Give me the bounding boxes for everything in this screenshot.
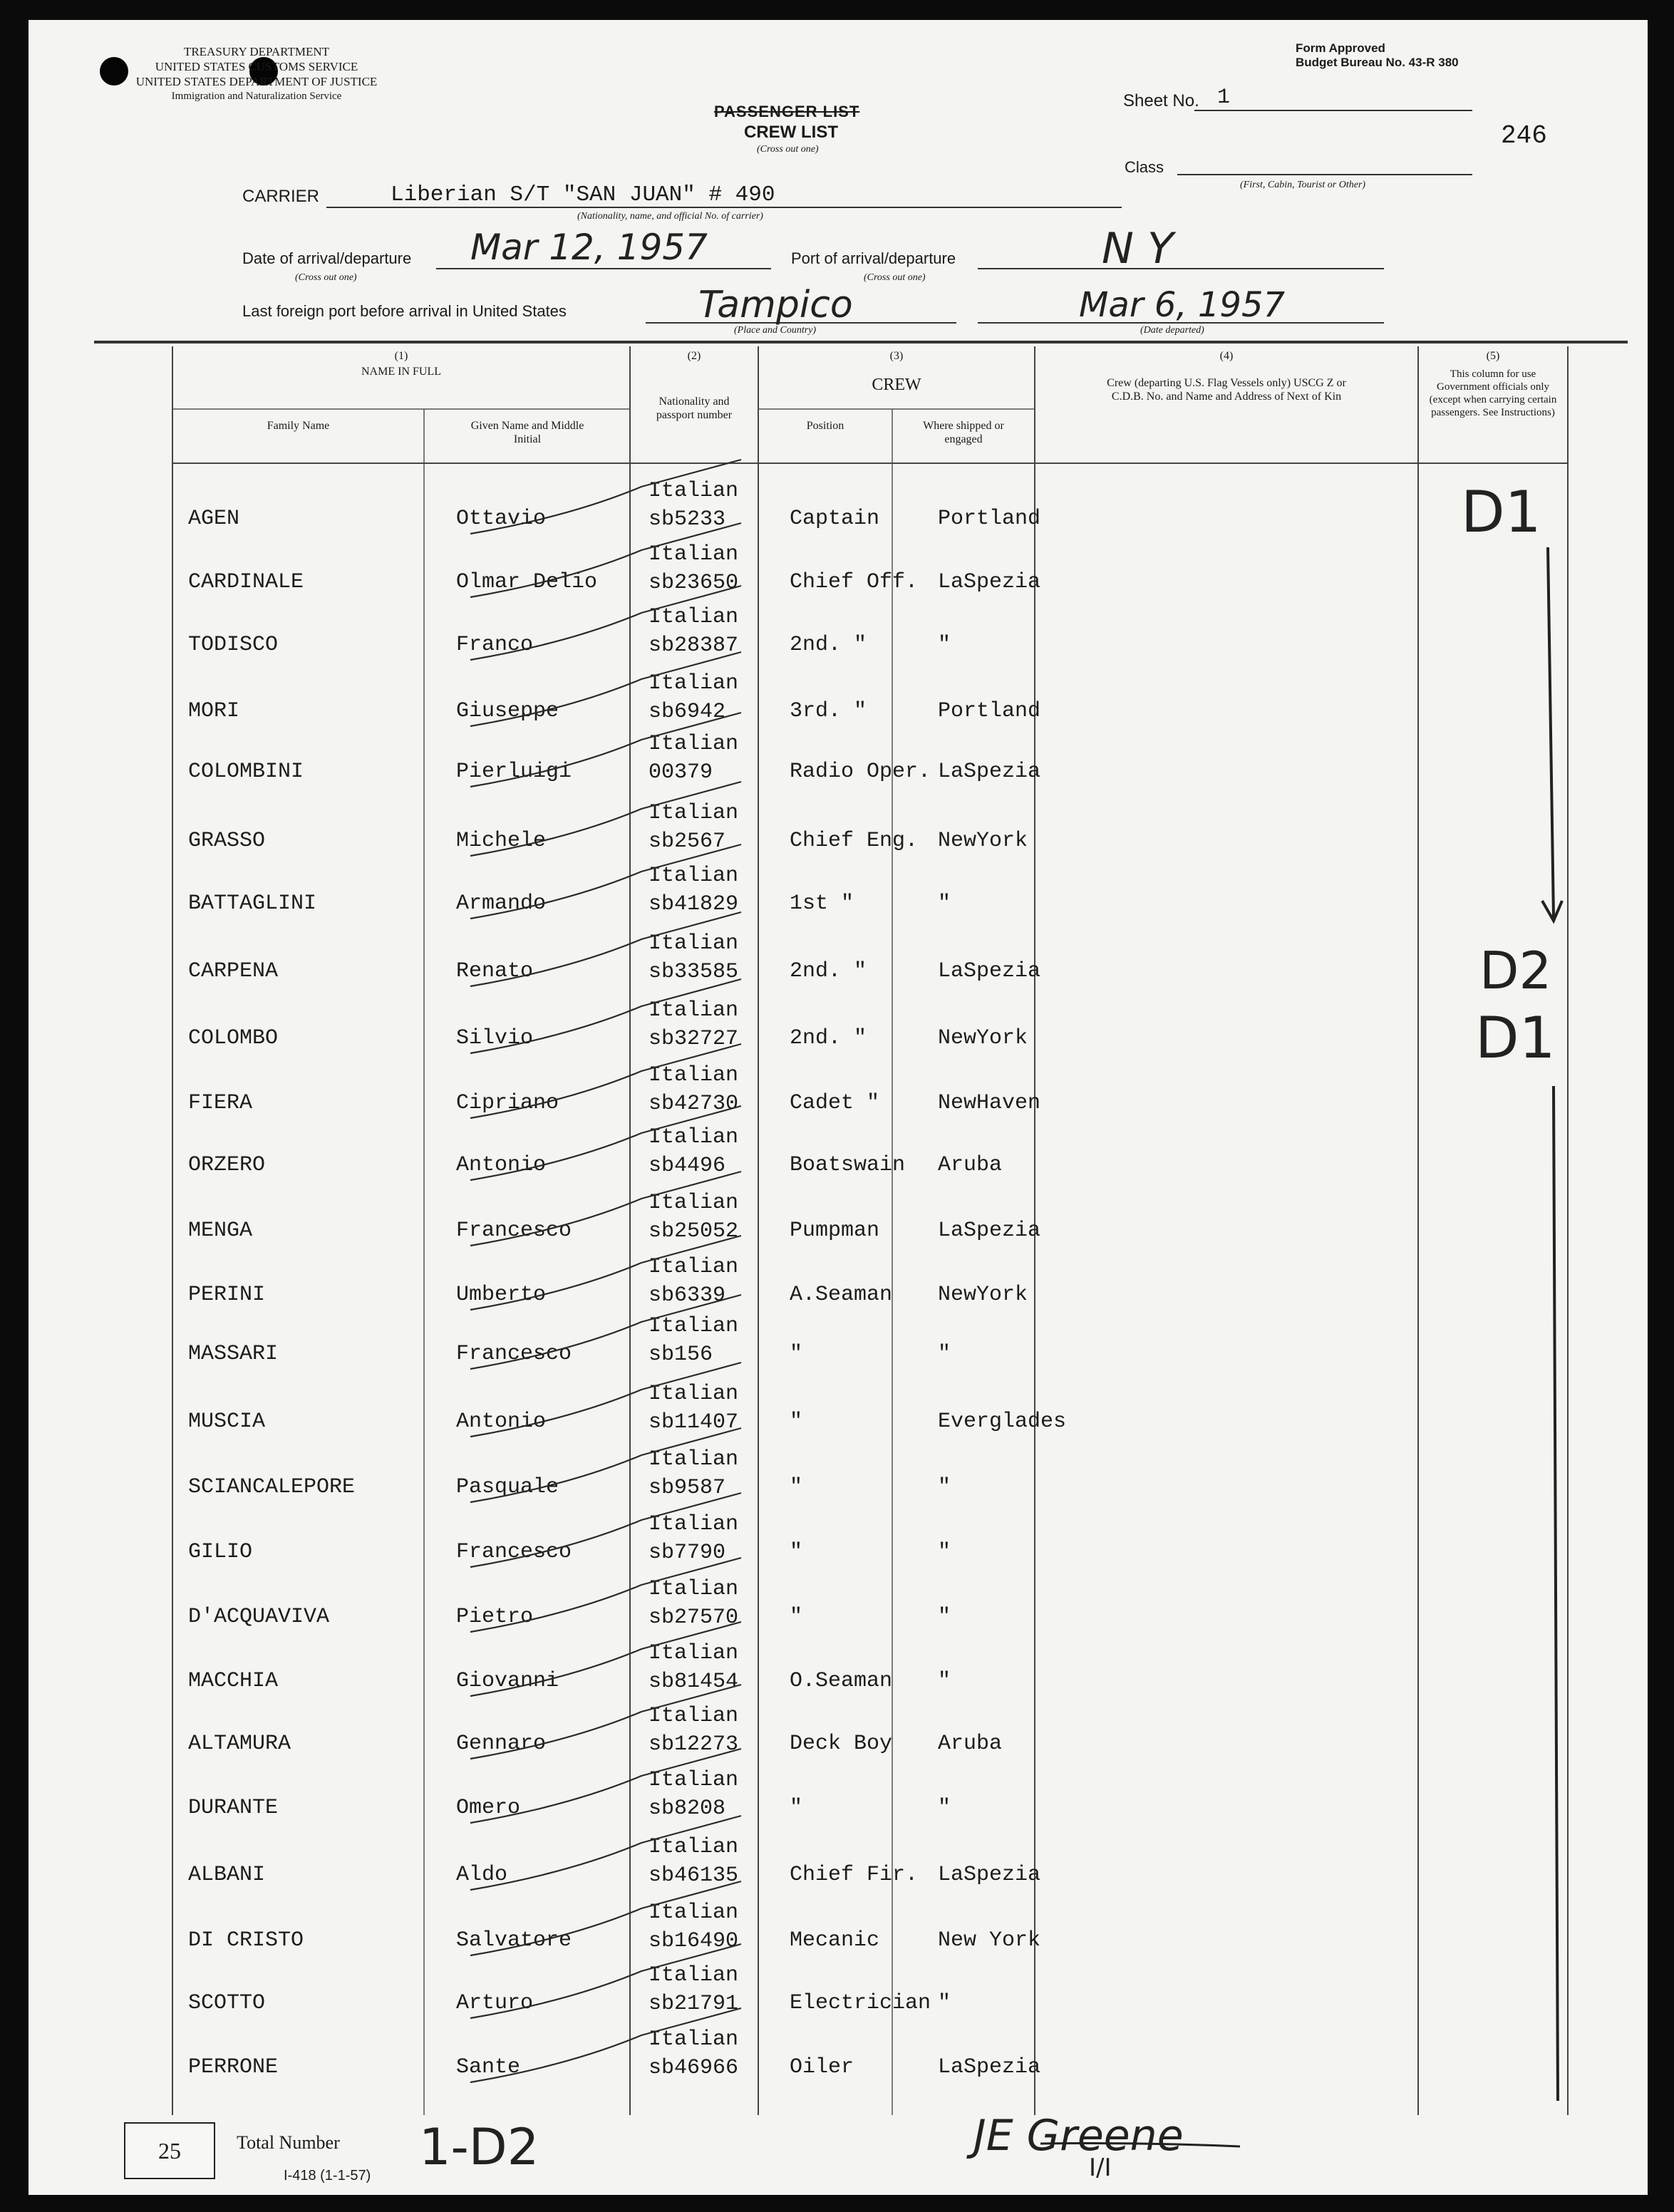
pen-check-stroke	[470, 1295, 741, 1369]
passport-cell: sb42730	[649, 1092, 739, 1116]
family-name-cell: AGEN	[188, 507, 240, 531]
total-label: Total Number	[237, 2132, 340, 2153]
family-name-cell: MACCHIA	[188, 1669, 279, 1693]
nationality-cell: Italian	[649, 605, 739, 629]
col3-number: (3)	[889, 350, 904, 362]
where-cell: "	[938, 633, 951, 657]
last-port-value: Tampico	[698, 284, 853, 326]
col1-number: (1)	[394, 350, 408, 362]
passport-cell: sb11407	[649, 1410, 739, 1435]
pen-check-stroke	[470, 1816, 741, 1890]
where-cell: "	[938, 1669, 951, 1693]
pen-check-stroke	[470, 1106, 741, 1180]
where-cell: "	[938, 1342, 951, 1366]
date-value: Mar 12, 1957	[470, 227, 708, 268]
pen-check-stroke	[470, 844, 741, 919]
carrier-note: (Nationality, name, and official No. of carrier)	[577, 211, 763, 222]
pen-check-stroke	[470, 1881, 741, 1955]
col2-number: (2)	[687, 350, 701, 362]
family-name-cell: ALTAMURA	[188, 1732, 291, 1756]
class-note: (First, Cabin, Tourist or Other)	[1240, 180, 1366, 190]
pen-check-stroke	[470, 782, 741, 856]
given-name-cell: Arturo	[456, 1991, 534, 2015]
col4-number: (4)	[1219, 350, 1234, 362]
date-note: (Cross out one)	[295, 272, 357, 283]
given-name-cell: Gennaro	[456, 1732, 547, 1756]
position-cell: Radio Oper.	[790, 760, 931, 784]
nationality-cell: Italian	[649, 1255, 739, 1279]
position-cell: 2nd. "	[790, 959, 867, 983]
given-name-cell: Giuseppe	[456, 699, 559, 723]
col5-title: This column for use Government officials only (except when carrying certain passengers. See Instructions)	[1429, 368, 1557, 418]
where-cell: "	[938, 1475, 951, 1499]
passport-cell: sb21791	[649, 1992, 739, 2016]
where-cell: Aruba	[938, 1153, 1003, 1177]
nationality-cell: Italian	[649, 1768, 739, 1792]
nationality-cell: Italian	[649, 931, 739, 956]
col2-title: Nationality and passport number	[656, 396, 733, 421]
agency-line-3: UNITED STATES DEPARTMENT OF JUSTICE	[135, 75, 378, 88]
nationality-cell: Italian	[649, 1963, 739, 1988]
where-cell: New York	[938, 1928, 1041, 1953]
nationality-cell: Italian	[649, 1191, 739, 1215]
pen-check-stroke	[470, 1749, 741, 1823]
position-cell: A.Seaman	[790, 1283, 893, 1307]
stamp-number: 246	[1501, 121, 1547, 150]
passport-cell: sb7790	[649, 1541, 726, 1565]
position-cell: "	[790, 1410, 803, 1434]
family-name-cell: SCOTTO	[188, 1991, 266, 2015]
nationality-cell: Italian	[649, 542, 739, 567]
annotation-d2: D2	[1479, 941, 1552, 1001]
given-name-cell: Michele	[456, 829, 547, 853]
where-cell: NewHaven	[938, 1091, 1041, 1115]
where-cell: NewYork	[938, 829, 1028, 853]
family-name-cell: MENGA	[188, 1219, 253, 1243]
family-name-cell: CARPENA	[188, 959, 279, 983]
nationality-cell: Italian	[649, 1447, 739, 1472]
family-name-header: Family Name	[267, 420, 330, 432]
nationality-cell: Italian	[649, 1063, 739, 1087]
passport-cell: sb23650	[649, 571, 739, 595]
position-cell: 1st "	[790, 891, 854, 916]
pen-check-stroke	[470, 1493, 741, 1567]
position-cell: 3rd. "	[790, 699, 867, 723]
passport-cell: sb156	[649, 1343, 713, 1367]
given-name-cell: Armando	[456, 891, 547, 916]
position-cell: "	[790, 1540, 803, 1564]
given-name-cell: Ottavio	[456, 507, 547, 531]
position-cell: Oiler	[790, 2055, 854, 2079]
nationality-cell: Italian	[649, 1641, 739, 1665]
sheet-label: Sheet No.	[1123, 91, 1199, 110]
given-name-cell: Salvatore	[456, 1928, 572, 1953]
passport-cell: sb28387	[649, 634, 739, 658]
given-name-cell: Francesco	[456, 1540, 572, 1564]
family-name-cell: PERINI	[188, 1283, 266, 1307]
where-cell: LaSpezia	[938, 959, 1041, 983]
family-name-cell: MUSCIA	[188, 1410, 266, 1434]
where-cell: LaSpezia	[938, 1219, 1041, 1243]
family-name-cell: DURANTE	[188, 1796, 279, 1820]
position-cell: Mecanic	[790, 1928, 880, 1953]
passport-cell: sb46135	[649, 1864, 739, 1888]
family-name-cell: DI CRISTO	[188, 1928, 304, 1953]
given-name-cell: Francesco	[456, 1219, 572, 1243]
pen-check-stroke	[470, 912, 741, 986]
passport-cell: sb25052	[649, 1219, 739, 1244]
passport-cell: sb6339	[649, 1283, 726, 1308]
position-cell: 2nd. "	[790, 1026, 867, 1050]
sheet-number: 1	[1217, 86, 1231, 110]
pen-check-stroke	[470, 460, 741, 534]
pen-check-stroke	[470, 652, 741, 726]
position-cell: Cadet "	[790, 1091, 880, 1115]
nationality-cell: Italian	[649, 1314, 739, 1338]
given-name-cell: Giovanni	[456, 1669, 559, 1693]
nationality-cell: Italian	[649, 1901, 739, 1925]
family-name-cell: GRASSO	[188, 829, 266, 853]
position-cell: "	[790, 1475, 803, 1499]
form-code: I-418 (1-1-57)	[284, 2168, 371, 2183]
given-name-cell: Franco	[456, 633, 534, 657]
port-label: Port of arrival/departure	[791, 249, 956, 267]
carrier-value: Liberian S/T "SAN JUAN" # 490	[391, 182, 775, 207]
family-name-cell: PERRONE	[188, 2055, 279, 2079]
given-name-cell: Antonio	[456, 1410, 547, 1434]
position-cell: O.Seaman	[790, 1669, 893, 1693]
where-cell: NewYork	[938, 1026, 1028, 1050]
last-port-label: Last foreign port before arrival in United States	[242, 302, 567, 320]
pen-check-stroke	[470, 713, 741, 787]
family-name-cell: COLOMBO	[188, 1026, 279, 1050]
agency-line-4: Immigration and Naturalization Service	[171, 91, 342, 102]
given-name-cell: Olmar Delio	[456, 570, 598, 594]
position-cell: Deck Boy	[790, 1732, 893, 1756]
family-name-cell: SCIANCALEPORE	[188, 1475, 356, 1499]
pen-check-stroke	[470, 1622, 741, 1696]
bracket-line	[1548, 547, 1554, 918]
where-header: Where shipped or engaged	[923, 420, 1004, 445]
passport-cell: sb5233	[649, 507, 726, 532]
position-cell: Electrician	[790, 1991, 931, 2015]
port-value: N Y	[1102, 224, 1174, 274]
signature-sub: I/I	[1089, 2154, 1112, 2182]
total-value: 25	[158, 2138, 181, 2164]
passport-cell: sb27570	[649, 1606, 739, 1630]
where-cell: NewYork	[938, 1283, 1028, 1307]
pen-check-stroke	[470, 979, 741, 1053]
where-cell: LaSpezia	[938, 570, 1041, 594]
where-cell: Aruba	[938, 1732, 1003, 1756]
pen-check-stroke	[470, 1558, 741, 1632]
nationality-cell: Italian	[649, 671, 739, 696]
date-label: Date of arrival/departure	[242, 249, 412, 267]
position-cell: Chief Off.	[790, 570, 919, 594]
signature: JE Greene	[973, 2111, 1184, 2161]
date-departed-value: Mar 6, 1957	[1079, 285, 1286, 325]
given-name-cell: Omero	[456, 1796, 521, 1820]
passport-cell: sb81454	[649, 1670, 739, 1694]
last-port-note: (Place and Country)	[734, 325, 817, 336]
nationality-cell: Italian	[649, 1382, 739, 1406]
where-cell: LaSpezia	[938, 2055, 1041, 2079]
passport-cell: sb41829	[649, 892, 739, 916]
given-name-cell: Francesco	[456, 1342, 572, 1366]
family-name-cell: ORZERO	[188, 1153, 266, 1177]
passport-cell: sb4496	[649, 1154, 726, 1178]
pen-check-stroke	[470, 1363, 741, 1437]
given-name-cell: Pierluigi	[456, 760, 572, 784]
cross-out-note: (Cross out one)	[757, 144, 819, 155]
where-cell: LaSpezia	[938, 1863, 1041, 1887]
passport-cell: sb46966	[649, 2056, 739, 2080]
position-cell: 2nd. "	[790, 633, 867, 657]
passport-cell: sb16490	[649, 1929, 739, 1953]
class-label: Class	[1125, 158, 1164, 176]
nationality-cell: Italian	[649, 1512, 739, 1536]
given-name-cell: Silvio	[456, 1026, 534, 1050]
form-approved: Form Approved	[1296, 41, 1385, 55]
nationality-cell: Italian	[649, 2027, 739, 2052]
agency-line-1: TREASURY DEPARTMENT	[183, 45, 330, 58]
passport-cell: sb2567	[649, 830, 726, 854]
nationality-cell: Italian	[649, 864, 739, 888]
col3-title: CREW	[872, 376, 921, 394]
family-name-cell: FIERA	[188, 1091, 253, 1115]
carrier-label: CARRIER	[242, 187, 320, 206]
family-name-cell: TODISCO	[188, 633, 279, 657]
given-name-header: Given Name and Middle Initial	[470, 420, 584, 445]
family-name-cell: MORI	[188, 699, 240, 723]
pen-check-stroke	[470, 523, 741, 597]
where-cell: LaSpezia	[938, 760, 1041, 784]
nationality-cell: Italian	[649, 1577, 739, 1601]
given-name-cell: Antonio	[456, 1153, 547, 1177]
position-cell: Chief Eng.	[790, 829, 919, 853]
port-note: (Cross out one)	[864, 272, 926, 283]
where-cell: "	[938, 1991, 951, 2015]
crew-list-page	[29, 20, 1648, 2195]
total-box	[124, 2122, 215, 2179]
nationality-cell: Italian	[649, 479, 739, 503]
nationality-cell: Italian	[649, 1835, 739, 1859]
handwritten-marks	[29, 20, 1648, 2195]
family-name-cell: COLOMBINI	[188, 760, 304, 784]
nationality-cell: Italian	[649, 1125, 739, 1149]
where-cell: "	[938, 891, 951, 916]
position-cell: "	[790, 1796, 803, 1820]
budget-bureau: Budget Bureau No. 43-R 380	[1296, 56, 1459, 69]
where-cell: Portland	[938, 507, 1041, 531]
pen-check-stroke	[470, 2008, 741, 2082]
given-name-cell: Renato	[456, 959, 534, 983]
where-cell: "	[938, 1540, 951, 1564]
passport-cell: sb33585	[649, 960, 739, 984]
col4-title: Crew (departing U.S. Flag Vessels only) USCG Z or C.D.B. No. and Name and Address of Next of Kin	[1107, 377, 1346, 403]
passport-cell: sb6942	[649, 700, 726, 724]
given-name-cell: Pasquale	[456, 1475, 559, 1499]
family-name-cell: CARDINALE	[188, 570, 304, 594]
family-name-cell: GILIO	[188, 1540, 253, 1564]
given-name-cell: Umberto	[456, 1283, 547, 1307]
family-name-cell: BATTAGLINI	[188, 891, 317, 916]
col5-number: (5)	[1486, 350, 1500, 362]
position-cell: Chief Fir.	[790, 1863, 919, 1887]
position-cell: Pumpman	[790, 1219, 880, 1243]
position-header: Position	[806, 420, 844, 432]
list-type-crossed: PASSENGER LIST	[714, 103, 860, 120]
list-title: CREW LIST	[744, 123, 838, 142]
position-cell: "	[790, 1605, 803, 1629]
given-name-cell: Aldo	[456, 1863, 508, 1887]
pen-check-stroke	[470, 1428, 741, 1502]
pen-check-stroke	[470, 1236, 741, 1310]
position-cell: Captain	[790, 507, 880, 531]
family-name-cell: D'ACQUAVIVA	[188, 1605, 330, 1629]
given-name-cell: Pietro	[456, 1605, 534, 1629]
given-name-cell: Cipriano	[456, 1091, 559, 1115]
where-cell: Portland	[938, 699, 1041, 723]
pen-check-stroke	[470, 1172, 741, 1246]
family-name-cell: ALBANI	[188, 1863, 266, 1887]
bracket-line	[1554, 1086, 1558, 2101]
nationality-cell: Italian	[649, 998, 739, 1023]
passport-cell: 00379	[649, 760, 713, 785]
family-name-cell: MASSARI	[188, 1342, 279, 1366]
nationality-cell: Italian	[649, 1704, 739, 1728]
passport-cell: sb32727	[649, 1027, 739, 1051]
annotation-bottom-code: 1-D2	[419, 2118, 539, 2176]
annotation-d1-top: D1	[1461, 479, 1541, 545]
passport-cell: sb8208	[649, 1797, 726, 1821]
where-cell: Everglades	[938, 1410, 1067, 1434]
position-cell: "	[790, 1342, 803, 1366]
nationality-cell: Italian	[649, 732, 739, 756]
pen-check-stroke	[470, 1944, 741, 2018]
pen-check-stroke	[470, 586, 741, 660]
pen-check-stroke	[470, 1685, 741, 1759]
nationality-cell: Italian	[649, 801, 739, 825]
pen-check-stroke	[470, 1044, 741, 1118]
agency-line-2: UNITED STATES CUSTOMS SERVICE	[155, 60, 358, 73]
col1-title: NAME IN FULL	[361, 366, 441, 378]
where-cell: "	[938, 1605, 951, 1629]
passport-cell: sb12273	[649, 1732, 739, 1757]
passport-cell: sb9587	[649, 1476, 726, 1500]
where-cell: "	[938, 1796, 951, 1820]
position-cell: Boatswain	[790, 1153, 906, 1177]
date-departed-note: (Date departed)	[1140, 325, 1204, 336]
given-name-cell: Sante	[456, 2055, 521, 2079]
annotation-d1-second: D1	[1475, 1005, 1556, 1071]
